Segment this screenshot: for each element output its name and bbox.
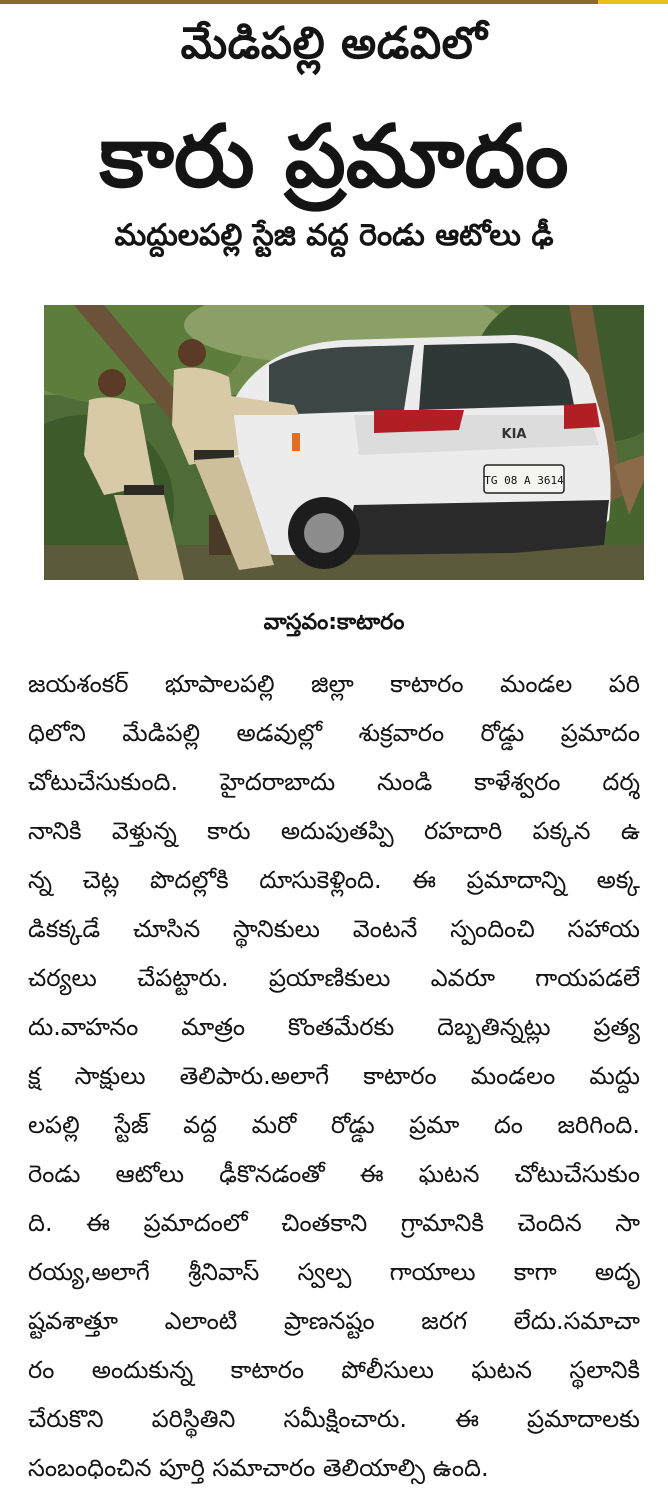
body-line: క్ష సాక్షులు తెలిపారు.అలాగే కాటారం మండలం మద్దు [28, 1062, 640, 1090]
body-line: ధిలోని మేడిపల్లి అడవుల్లో శుక్రవారం రోడ్డు ప్రమాదం [28, 719, 640, 747]
car-badge-text: KIA [501, 427, 527, 442]
news-photo [44, 305, 644, 580]
body-line: దు.వాహనం మాత్రం కొంతమేరకు దెబ్బతిన్నట్లు ప్రత్య [28, 1013, 640, 1041]
body-line: లపల్లి స్టేజ్ వద్ద మరో రోడ్డు ప్రమా దం జరిగింది. [28, 1111, 640, 1139]
article-body [28, 660, 640, 1493]
headline: కారు ప్రమాదం [99, 107, 569, 207]
body-line: రెండు ఆటోలు ఢీకొనడంతో ఈ ఘటన చోటుచేసుకుం [28, 1160, 640, 1188]
body-line: న్న చెట్ల పొదల్లోకి దూసుకెళ్లింది. ఈ ప్రమాదాన్ని అక్క [28, 866, 640, 894]
body-line: చర్యలు చేపట్టారు. ప్రయాణికులు ఎవరూ గాయపడలే [28, 964, 640, 992]
body-line: రయ్య,అలాగే శ్రీనివాస్ స్వల్ప గాయాలు కాగా అదృ [28, 1258, 640, 1286]
body-line: ది. ఈ ప్రమాదంలో చింతకాని గ్రామానికి చెందిన సా [28, 1209, 640, 1237]
photo-credit: వాస్తవం:కాటారం [263, 610, 405, 635]
subheadline: మద్దులపల్లి స్టేజి వద్ద రెండు ఆటోలు ఢీ [114, 218, 554, 253]
body-line: జయశంకర్ భూపాలపల్లి జిల్లా కాటారం మండల పరి [28, 670, 640, 698]
accident-photo-illustration [44, 305, 644, 580]
body-line: చేరుకొని పరిస్థితిని సమీక్షించారు. ఈ ప్రమాదాలకు [28, 1405, 640, 1433]
body-line: సంబంధించిన పూర్తి సమాచారం తెలియాల్సి ఉంది. [28, 1454, 489, 1482]
body-line: రం అందుకున్న కాటారం పోలీసులు ఘటన స్థలానికి [28, 1356, 640, 1384]
kicker-heading: మేడిపల్లి అడవిలో [180, 18, 488, 69]
body-line: ష్టవశాత్తూ ఎలాంటి ప్రాణనష్టం జరగ లేదు.సమాచా [28, 1307, 640, 1335]
body-line: చోటుచేసుకుంది. హైదరాబాదు నుండి కాళేశ్వరం దర్శ [28, 768, 640, 796]
body-line: డికక్కడే చూసిన స్థానికులు వెంటనే స్పందించి సహాయ [28, 915, 640, 943]
top-rule [0, 0, 668, 4]
body-line: నానికి వెళ్తున్న కారు అదుపుతప్పి రహదారి పక్కన ఉ [28, 817, 640, 845]
license-plate-text: TG 08 A 3614 [484, 474, 564, 487]
top-rule-accent [598, 0, 668, 4]
